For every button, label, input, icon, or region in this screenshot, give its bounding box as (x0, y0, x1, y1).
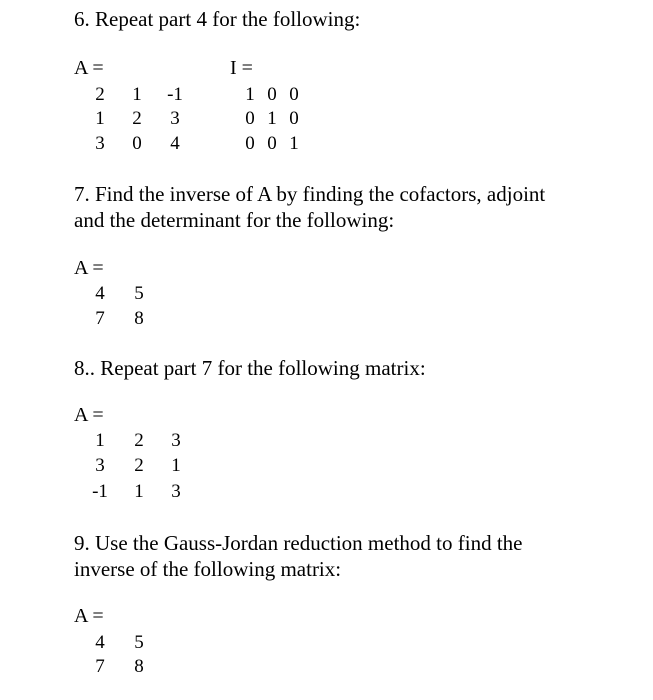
q7-text-line1: 7. Find the inverse of A by finding the cofactors, adjoint (74, 182, 546, 206)
matrix-cell: 4 (170, 133, 180, 154)
q8-text: 8.. Repeat part 7 for the following matrix: (74, 356, 426, 380)
matrix-cell: 7 (95, 308, 105, 329)
matrix-cell: 1 (245, 84, 255, 105)
matrix-cell: 0 (289, 108, 299, 129)
matrix-cell: 3 (171, 430, 181, 451)
matrix-cell: 4 (95, 283, 105, 304)
matrix-cell: 2 (134, 455, 144, 476)
q7-a-label: A = (74, 257, 104, 279)
matrix-cell: 0 (132, 133, 142, 154)
q9-text-line2: inverse of the following matrix: (74, 557, 342, 581)
q7-text-line2: and the determinant for the following: (74, 208, 395, 232)
matrix-cell: 5 (134, 283, 144, 304)
q9-a-label: A = (74, 605, 104, 627)
matrix-cell: 0 (289, 84, 299, 105)
matrix-cell: 1 (95, 430, 105, 451)
matrix-cell: 0 (267, 84, 277, 105)
matrix-cell: 2 (134, 430, 144, 451)
matrix-cell: 8 (134, 308, 144, 329)
matrix-cell: 8 (134, 656, 144, 677)
matrix-cell: 0 (245, 108, 255, 129)
matrix-cell: 2 (95, 84, 105, 105)
matrix-cell: 3 (95, 133, 105, 154)
q9-text-line1: 9. Use the Gauss-Jordan reduction method to find the (74, 531, 523, 555)
matrix-cell: 1 (289, 133, 299, 154)
q6-i-label: I = (230, 57, 253, 79)
matrix-cell: 1 (267, 108, 277, 129)
matrix-cell: 7 (95, 656, 105, 677)
q6-text: 6. Repeat part 4 for the following: (74, 7, 361, 31)
matrix-cell: 1 (95, 108, 105, 129)
matrix-cell: 4 (95, 632, 105, 653)
matrix-cell: 3 (170, 108, 180, 129)
matrix-cell: 3 (95, 455, 105, 476)
matrix-cell: 1 (134, 481, 144, 502)
matrix-cell: 5 (134, 632, 144, 653)
matrix-cell: 1 (171, 455, 181, 476)
matrix-cell: 1 (132, 84, 142, 105)
q6-a-label: A = (74, 57, 104, 79)
matrix-cell: -1 (92, 481, 108, 502)
matrix-cell: 0 (267, 133, 277, 154)
matrix-cell: -1 (167, 84, 183, 105)
matrix-cell: 2 (132, 108, 142, 129)
matrix-cell: 0 (245, 133, 255, 154)
q8-a-label: A = (74, 404, 104, 426)
matrix-cell: 3 (171, 481, 181, 502)
